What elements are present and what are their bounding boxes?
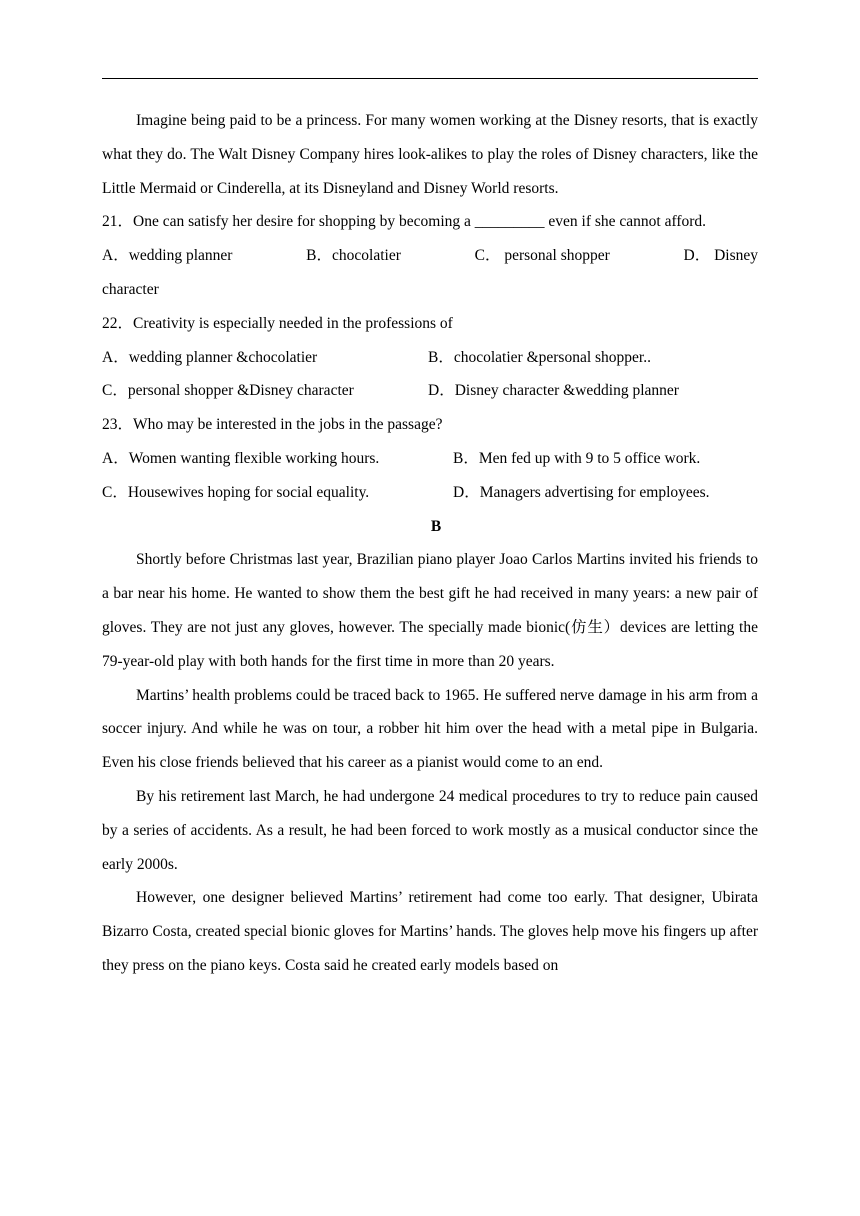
question-21-option-d: D． Disney — [683, 247, 758, 265]
question-22-options — [102, 341, 758, 409]
question-21-options — [102, 239, 758, 273]
section-b-paragraph-2: Martins’ health problems could be traced back to 1965. He suffered nerve damage in his arm from a soccer injury. And while he was on tour, a robber hit him over the head with a metal pipe in Bulgaria. Even his close friends believed that his career as a pianist would come to an end. — [102, 686, 758, 772]
header-rule — [102, 78, 758, 79]
question-23-option-c: C．Housewives hoping for social equality. — [102, 483, 370, 501]
question-23-options — [102, 442, 758, 510]
question-22-option-a: A．wedding planner &chocolatier — [102, 348, 318, 366]
question-22-stem: 22．Creativity is especially needed in the professions of — [102, 314, 453, 332]
question-22-option-b: B．chocolatier &personal shopper.. — [428, 348, 651, 366]
section-b-paragraph-1: Shortly before Christmas last year, Brazilian piano player Joao Carlos Martins invited his friends to a bar near his home. He wanted to show them the best gift he had received in many years: a new pair of gloves. They are not just any gloves, however. The specially made bionic(仿生）devices are letting the 79-year-old play with both hands for the first time in more than 20 years. — [102, 551, 758, 670]
passage-a-paragraph: Imagine being paid to be a princess. For many women working at the Disney resorts, that is exactly what they do. The Walt Disney Company hires look-alikes to play the roles of Disney characters, like the Little Mermaid or Cinderella, at its Disneyland and Disney World resorts. — [102, 112, 758, 197]
question-21-stem: 21．One can satisfy her desire for shopping by becoming a _________ even if she cannot afford. — [102, 213, 707, 231]
section-b-paragraph-4: However, one designer believed Martins’ retirement had come too early. That designer, Ubirata Bizarro Costa, created special bionic gloves for Martins’ hands. The gloves help move his fingers up after they press on the piano keys. Costa said he created early models based on — [102, 889, 758, 974]
section-b-paragraph-3: By his retirement last March, he had undergone 24 medical procedures to try to reduce pain caused by a series of accidents. As a result, he had been forced to work mostly as a musical conductor since the early 2000s. — [102, 787, 758, 873]
question-21-option-c: C． personal shopper — [474, 247, 610, 265]
question-22-option-c: C．personal shopper &Disney character — [102, 382, 354, 400]
question-23-option-a: A．Women wanting flexible working hours. — [102, 449, 380, 467]
question-23-stem: 23．Who may be interested in the jobs in the passage? — [102, 416, 443, 434]
document-body — [102, 104, 758, 983]
question-23-option-d: D．Managers advertising for employees. — [453, 483, 710, 501]
question-21-option-b: B．chocolatier — [306, 247, 401, 265]
question-23-option-b: B．Men fed up with 9 to 5 office work. — [453, 449, 701, 467]
question-21-option-a: A．wedding planner — [102, 247, 233, 265]
section-b-heading: B — [430, 517, 442, 535]
question-22-option-d: D．Disney character &wedding planner — [428, 382, 679, 400]
question-21-option-d-continued: character — [102, 280, 159, 298]
